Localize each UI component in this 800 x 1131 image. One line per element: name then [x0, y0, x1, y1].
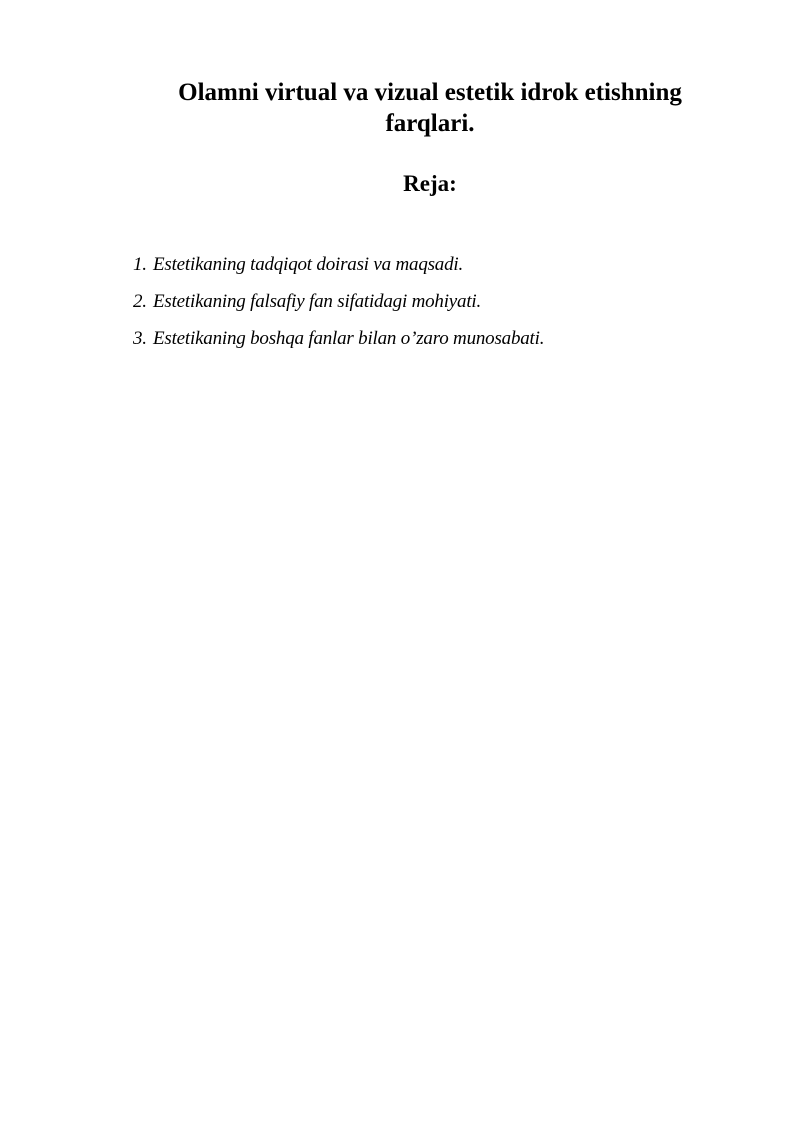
title-line-1: Olamni virtual va vizual estetik idrok etishning [178, 79, 682, 106]
plan-item-number: 3. [133, 328, 147, 349]
plan-item [133, 290, 753, 327]
document-title [130, 77, 730, 139]
plan-item-text: Estetikaning boshqa fanlar bilan o’zaro munosabati. [153, 328, 545, 349]
plan-list [133, 253, 753, 364]
plan-item-text: Estetikaning falsafiy fan sifatidagi mohiyati. [153, 291, 482, 312]
plan-item-number: 2. [133, 291, 147, 312]
plan-item [133, 253, 753, 290]
plan-item-text: Estetikaning tadqiqot doirasi va maqsadi. [153, 254, 464, 275]
plan-heading: Reja: [403, 171, 457, 196]
plan-item-number: 1. [133, 254, 147, 275]
title-line-2: farqlari. [385, 110, 475, 137]
plan-item [133, 327, 753, 364]
